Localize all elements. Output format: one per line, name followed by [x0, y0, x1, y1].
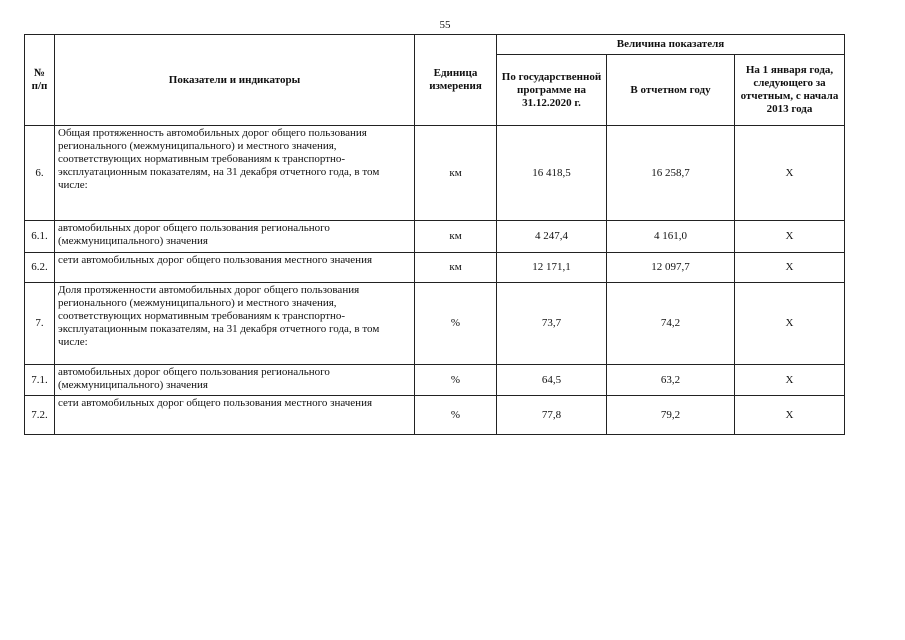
table-row	[25, 396, 845, 435]
table-row	[25, 221, 845, 253]
row-indicator: автомобильных дорог общего пользования регионального (межмуниципального) значения	[55, 365, 415, 396]
page-number: 55	[439, 19, 451, 31]
header-num: № п/п	[25, 35, 55, 126]
row-reporting-value: 4 161,0	[607, 221, 735, 253]
row-reporting-value: 79,2	[607, 396, 735, 435]
row-number: 7.1.	[25, 365, 55, 396]
row-reporting-value: 16 258,7	[607, 126, 735, 221]
row-reporting-value: 12 097,7	[607, 253, 735, 283]
row-unit: %	[415, 365, 497, 396]
row-unit: %	[415, 396, 497, 435]
row-reporting-value: 74,2	[607, 283, 735, 365]
row-program-value: 73,7	[497, 283, 607, 365]
row-jan1-value: Х	[735, 221, 845, 253]
row-indicator: автомобильных дорог общего пользования регионального (межмуниципального) значения	[55, 221, 415, 253]
header-jan1: На 1 января года, следующего за отчетным, с начала 2013 года	[735, 55, 845, 126]
indicators-table	[24, 34, 845, 435]
row-indicator: Доля протяженности автомобильных дорог общего пользования регионального (межмуниципального) и местного значения, соответствующих нормативным требованиям к транспортно-эксплуатационным показателям, на 31 декабря отчетного года, в том числе:	[55, 283, 415, 365]
row-unit: км	[415, 221, 497, 253]
row-indicator: сети автомобильных дорог общего пользования местного значения	[55, 396, 415, 435]
row-unit: %	[415, 283, 497, 365]
row-number: 7.2.	[25, 396, 55, 435]
table-header	[25, 35, 845, 126]
row-jan1-value: Х	[735, 396, 845, 435]
row-number: 6.1.	[25, 221, 55, 253]
table-row	[25, 253, 845, 283]
row-indicator: сети автомобильных дорог общего пользования местного значения	[55, 253, 415, 283]
header-indicator: Показатели и индикаторы	[55, 35, 415, 126]
row-jan1-value: Х	[735, 126, 845, 221]
header-value-group: Величина показателя	[497, 35, 845, 55]
row-unit: км	[415, 253, 497, 283]
table-row	[25, 283, 845, 365]
row-jan1-value: Х	[735, 283, 845, 365]
row-program-value: 16 418,5	[497, 126, 607, 221]
table-row	[25, 365, 845, 396]
row-program-value: 4 247,4	[497, 221, 607, 253]
table-body	[25, 126, 845, 435]
row-unit: км	[415, 126, 497, 221]
row-reporting-value: 63,2	[607, 365, 735, 396]
row-jan1-value: Х	[735, 365, 845, 396]
row-number: 6.2.	[25, 253, 55, 283]
header-program: По государственной программе на 31.12.2020 г.	[497, 55, 607, 126]
table-row	[25, 126, 845, 221]
row-number: 6.	[25, 126, 55, 221]
row-program-value: 64,5	[497, 365, 607, 396]
header-row	[25, 35, 845, 55]
header-unit: Единица измерения	[415, 35, 497, 126]
row-program-value: 77,8	[497, 396, 607, 435]
row-program-value: 12 171,1	[497, 253, 607, 283]
row-indicator: Общая протяженность автомобильных дорог общего пользования регионального (межмуниципального) и местного значения, соответствующих нормативным требованиям к транспортно-эксплуатационным показателям, на 31 декабря отчетного года, в том числе:	[55, 126, 415, 221]
header-reporting-year: В отчетном году	[607, 55, 735, 126]
row-jan1-value: Х	[735, 253, 845, 283]
row-number: 7.	[25, 283, 55, 365]
